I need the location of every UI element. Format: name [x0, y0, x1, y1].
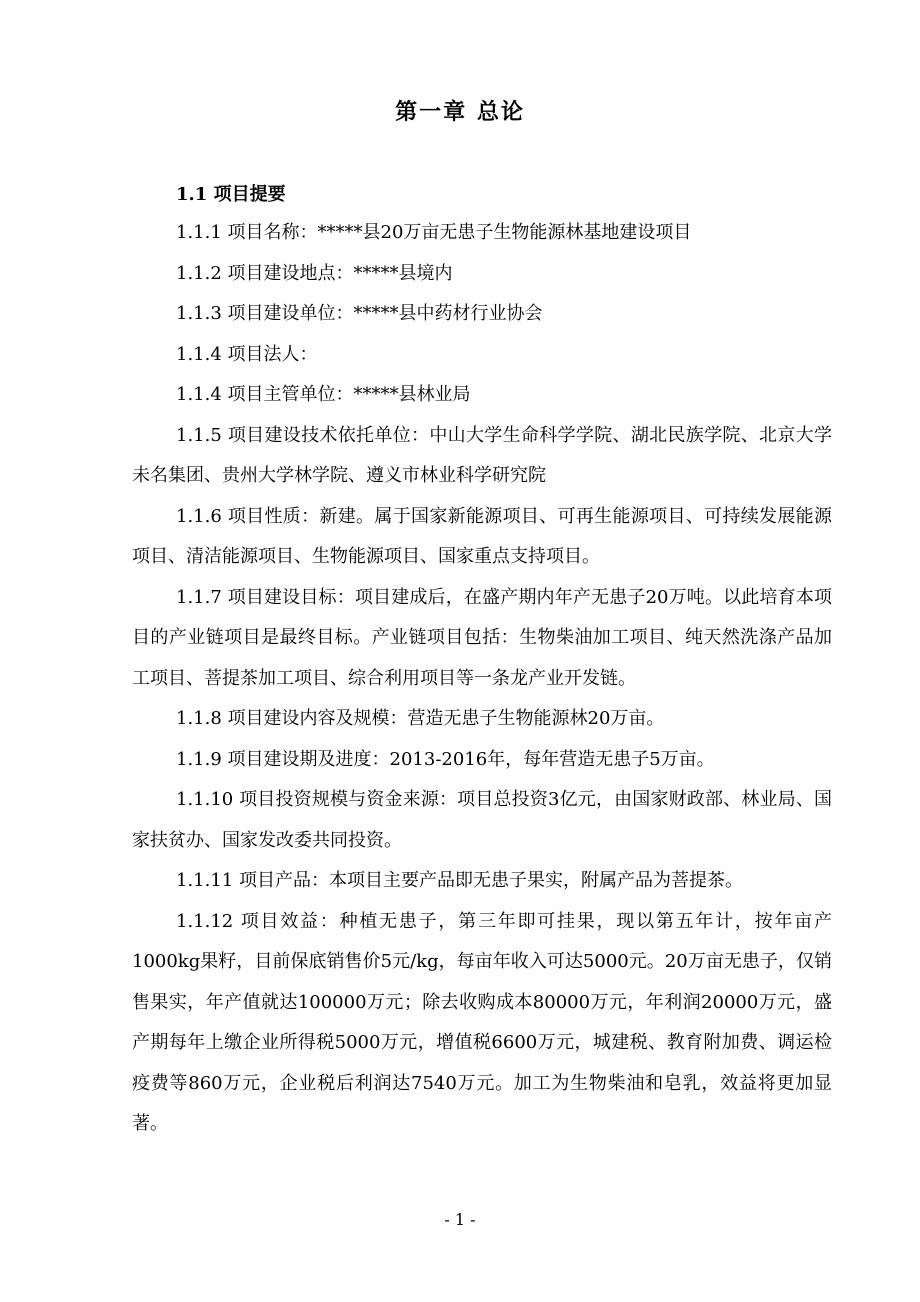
- paragraph-project-name: 1.1.1 项目名称：*****县20万亩无患子生物能源林基地建设项目: [176, 222, 692, 243]
- document-body: [132, 176, 832, 1145]
- paragraph-supervising-unit: 1.1.4 项目主管单位：*****县林业局: [176, 384, 471, 405]
- section-heading: 1.1 项目提要: [176, 184, 286, 205]
- paragraph-technical-support: 1.1.5 项目建设技术依托单位：中山大学生命科学学院、湖北民族学院、北京大学未名集团、贵州大学林学院、遵义市林业科学研究院: [132, 424, 832, 486]
- chapter-title: 第一章 总论: [395, 99, 525, 125]
- paragraph-construction-goal: 1.1.7 项目建设目标：项目建成后，在盛产期内年产无患子20万吨。以此培育本项目的产业链项目是最终目标。产业链项目包括：生物柴油加工项目、纯天然洗涤产品加工项目、菩提茶加工项目、综合利用项目等一条龙产业开发链。: [132, 586, 832, 689]
- paragraph-project-nature: 1.1.6 项目性质：新建。属于国家新能源项目、可再生能源项目、可持续发展能源项目、清洁能源项目、生物能源项目、国家重点支持项目。: [132, 505, 832, 567]
- paragraph-investment: 1.1.10 项目投资规模与资金来源：项目总投资3亿元，由国家财政部、林业局、国家扶贫办、国家发改委共同投资。: [132, 789, 832, 851]
- paragraph-benefits: 1.1.12 项目效益：种植无患子，第三年即可挂果，现以第五年计，按年亩产1000kg果籽，目前保底销售价5元/kg，每亩年收入可达5000元。20万亩无患子，仅销售果实，年产值就达100000万元；除去收购成本80000万元，年利润20000万元，盛产期每年上缴企业所得税5000万元，增值税6600万元，城建税、教育附加费、调运检疫费等860万元，企业税后利润达7540万元。加工为生物柴油和皂乳，效益将更加显著。: [132, 910, 832, 1134]
- paragraph-construction-unit: 1.1.3 项目建设单位：*****县中药材行业协会: [176, 303, 543, 324]
- paragraph-legal-person: 1.1.4 项目法人：: [176, 343, 318, 365]
- page-number: - 1 -: [444, 1210, 476, 1229]
- paragraph-products: 1.1.11 项目产品：本项目主要产品即无患子果实，附属产品为菩提茶。: [176, 870, 743, 891]
- paragraph-schedule: 1.1.9 项目建设期及进度：2013-2016年，每年营造无患子5万亩。: [176, 748, 715, 770]
- paragraph-scale: 1.1.8 项目建设内容及规模：营造无患子生物能源林20万亩。: [176, 708, 665, 729]
- paragraph-project-location: 1.1.2 项目建设地点：*****县境内: [176, 262, 453, 284]
